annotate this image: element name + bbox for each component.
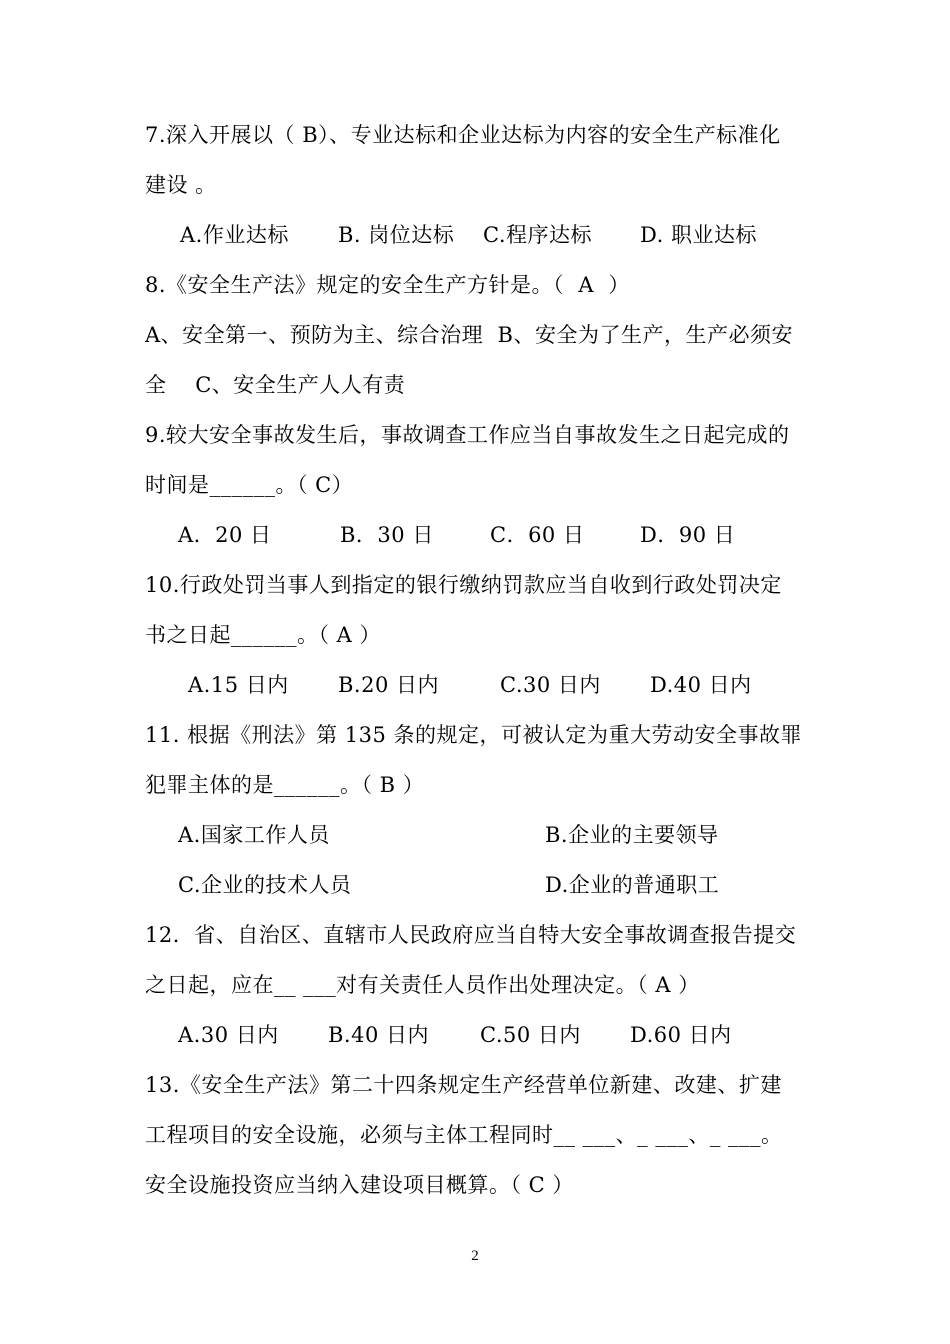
question-9-stem-line-1: 9.较大安全事故发生后，事故调查工作应当自事故发生之日起完成的 <box>145 423 790 447</box>
question-8-stem-line-1: 8.《安全生产法》规定的安全生产方针是。（ A ） <box>145 273 630 297</box>
question-13-stem-line-1: 13.《安全生产法》第二十四条规定生产经营单位新建、改建、扩建 <box>145 1073 782 1097</box>
question-13-stem-line-3: 安全设施投资应当纳入建设项目概算。（ C ） <box>145 1173 574 1197</box>
question-10-options <box>0 668 950 702</box>
option-d: D. 职业达标 <box>640 223 757 247</box>
option-c: C．60 日 <box>490 523 585 547</box>
option-b: B.20 日内 <box>338 673 440 697</box>
question-8-stem-line-2: A、安全第一、预防为主、综合治理 B、安全为了生产，生产必须安 <box>145 323 793 347</box>
question-9-stem-line-2: 时间是______。（ C） <box>145 473 354 497</box>
option-d: D.40 日内 <box>650 673 752 697</box>
option-a: A.30 日内 <box>178 1023 279 1047</box>
question-12-stem-line-2: 之日起，应在__ ___对有关责任人员作出处理决定。（ A ） <box>145 973 700 997</box>
question-7-options <box>0 218 950 252</box>
option-b: B．30 日 <box>340 523 434 547</box>
option-b: B. 岗位达标 <box>338 223 455 247</box>
option-a: A．20 日 <box>178 523 272 547</box>
option-c: C.50 日内 <box>480 1023 581 1047</box>
option-a: A.15 日内 <box>188 673 289 697</box>
question-10-stem-line-2: 书之日起______。（ A ） <box>145 623 382 647</box>
option-c: C.程序达标 <box>483 223 592 247</box>
question-9-options <box>0 518 950 552</box>
page-number: 2 <box>471 1248 479 1264</box>
option-a: A.国家工作人员 <box>178 823 330 847</box>
question-11-stem-line-2: 犯罪主体的是______。（ B ） <box>145 773 425 797</box>
question-8-stem-line-3: 全 C、安全生产人人有责 <box>145 373 406 397</box>
question-13-stem-line-2: 工程项目的安全设施，必须与主体工程同时__ ___、_ ___、_ ___。 <box>145 1123 783 1147</box>
question-11-stem-line-1: 11. 根据《刑法》第 135 条的规定，可被认定为重大劳动安全事故罪 <box>145 723 803 747</box>
option-d: D．90 日 <box>640 523 736 547</box>
option-d: D.60 日内 <box>630 1023 732 1047</box>
option-b: B.企业的主要领导 <box>545 823 719 847</box>
question-12-stem-line-1: 12．省、自治区、直辖市人民政府应当自特大安全事故调查报告提交 <box>145 923 797 947</box>
option-d: D.企业的普通职工 <box>545 873 720 897</box>
question-11-options-row-1 <box>0 818 950 852</box>
option-c: C.企业的技术人员 <box>178 873 352 897</box>
question-12-options <box>0 1018 950 1052</box>
question-10-stem-line-1: 10.行政处罚当事人到指定的银行缴纳罚款应当自收到行政处罚决定 <box>145 573 782 597</box>
question-7-stem-line-2: 建设 。 <box>145 173 217 197</box>
question-11-options-row-2 <box>0 868 950 902</box>
option-b: B.40 日内 <box>328 1023 430 1047</box>
question-7-stem-line-1: 7.深入开展以（ B）、专业达标和企业达标为内容的安全生产标准化 <box>145 123 781 147</box>
option-a: A.作业达标 <box>180 223 289 247</box>
option-c: C.30 日内 <box>500 673 601 697</box>
